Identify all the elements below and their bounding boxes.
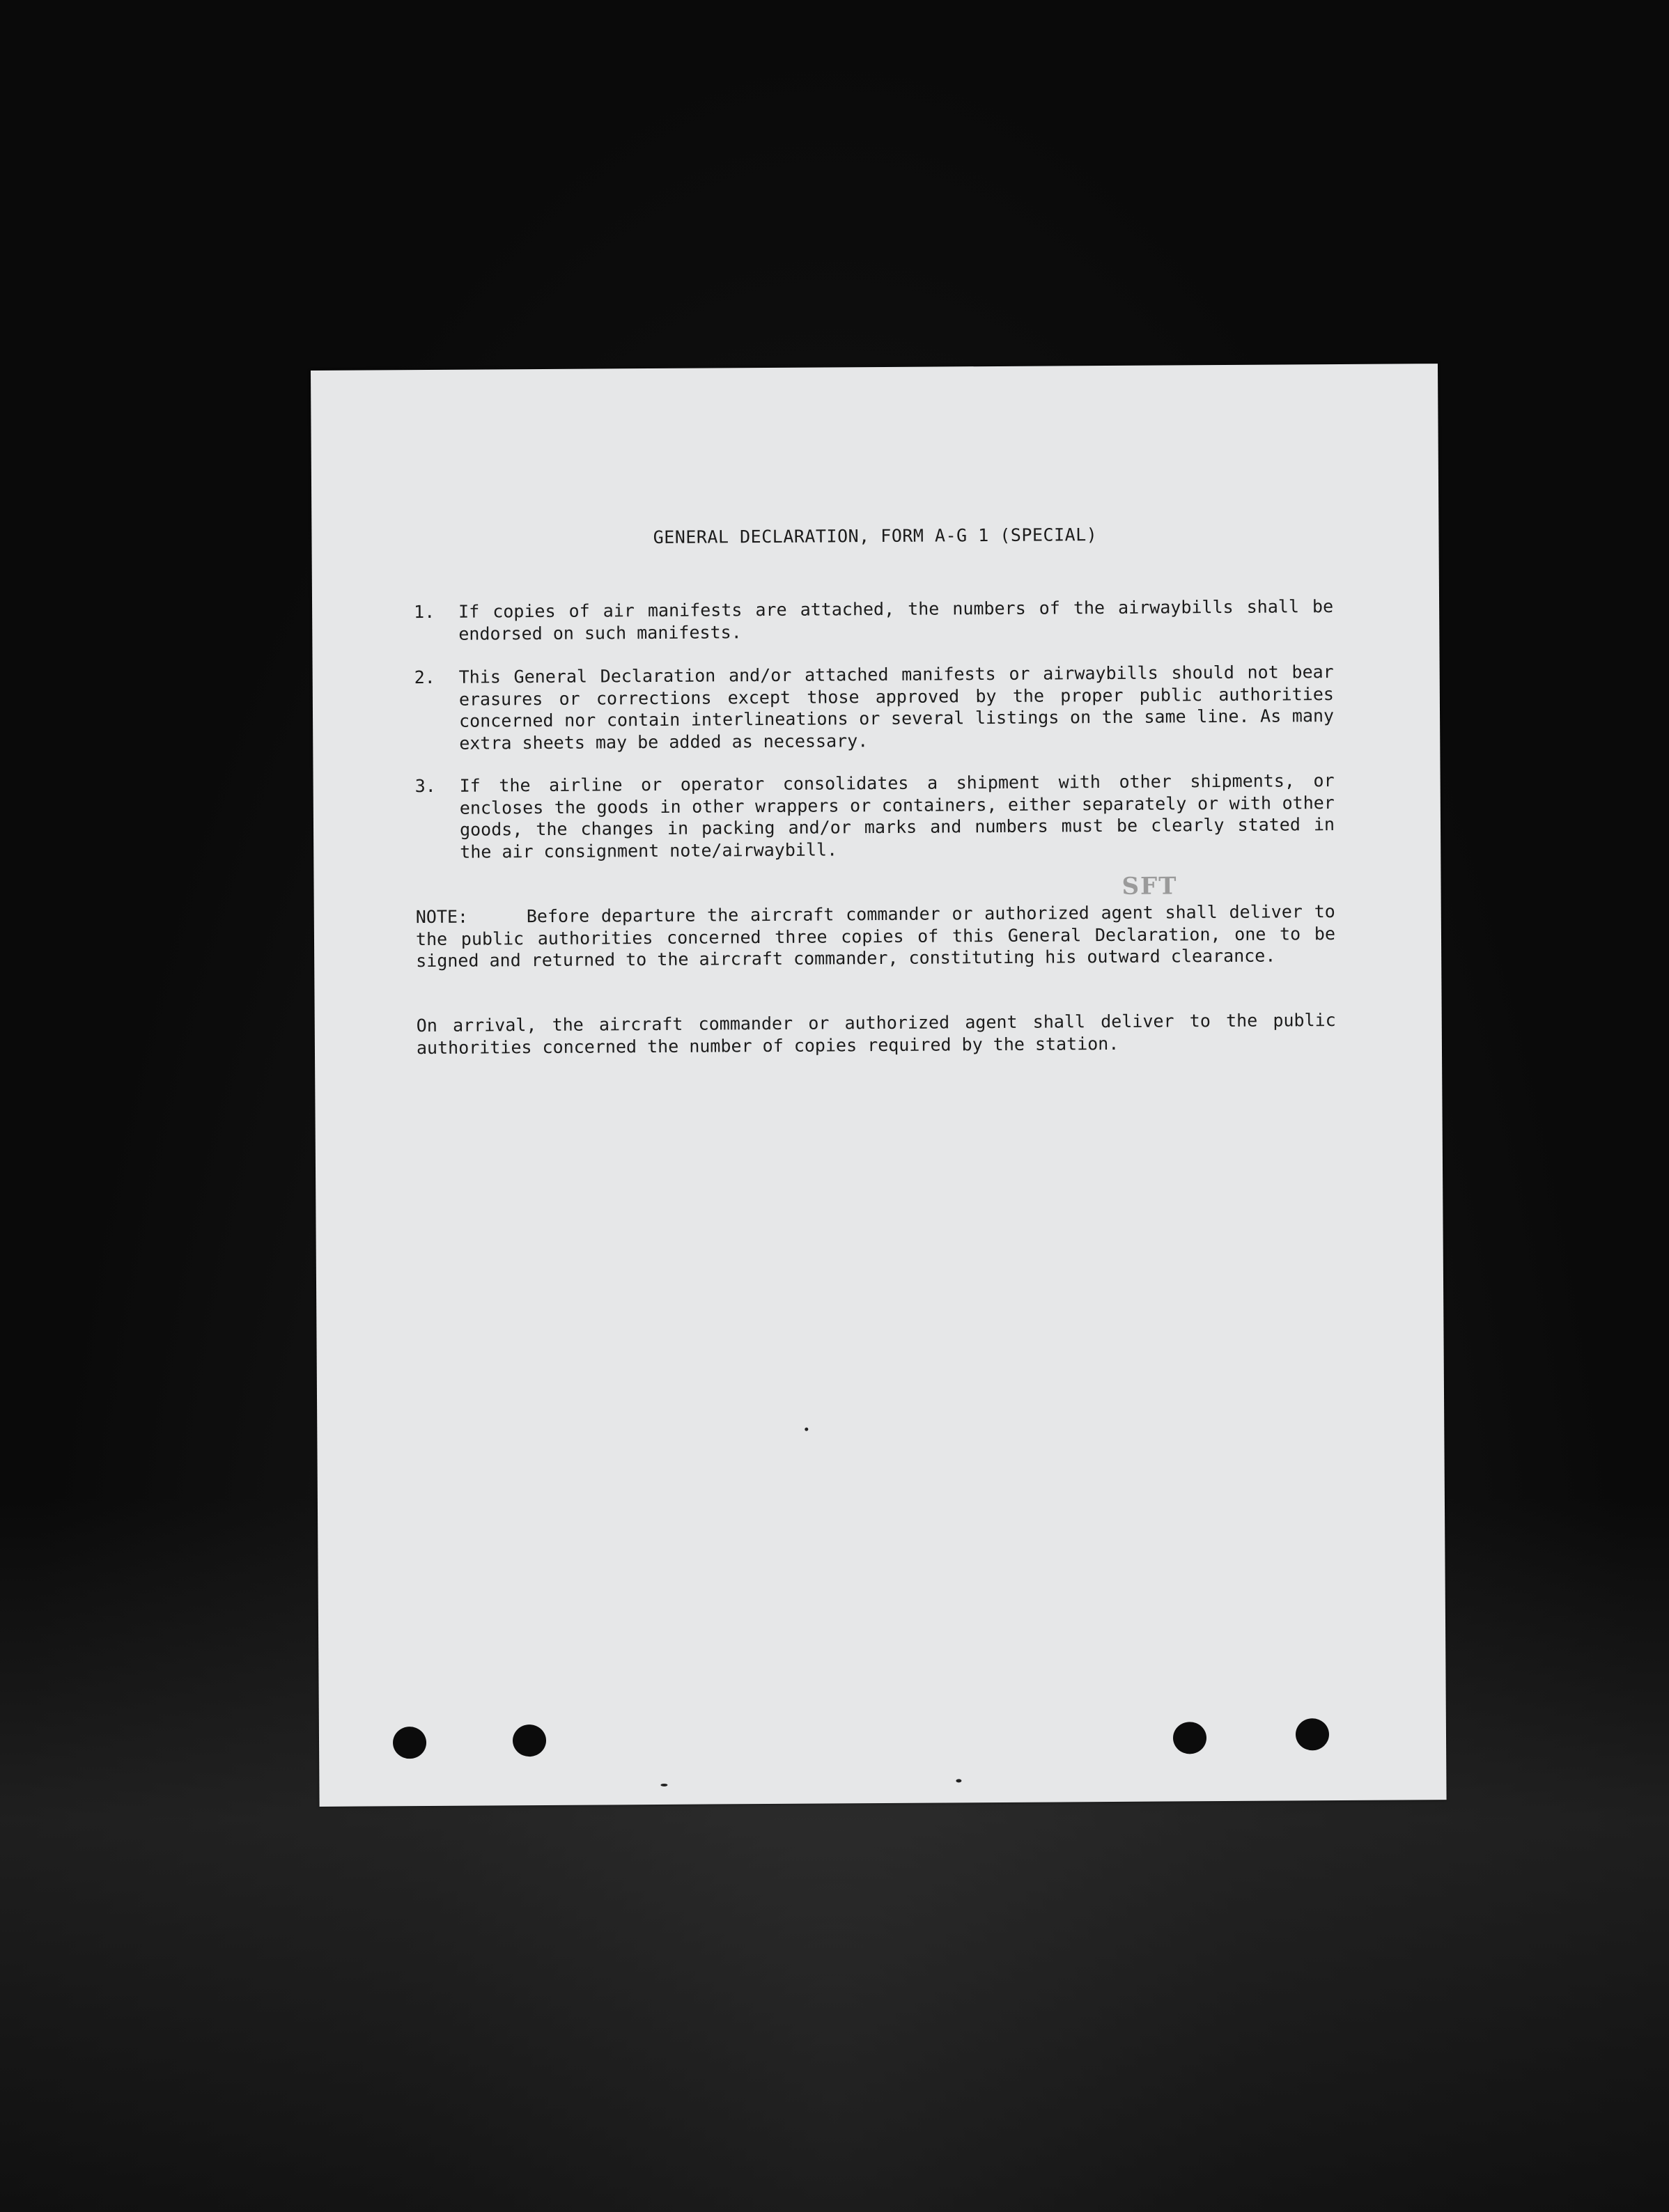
dust-speck: [956, 1779, 961, 1782]
list-item-number: 1.: [414, 601, 435, 623]
note-paragraph: NOTE: Before departure the aircraft commander or authorized agent shall deliver to the public authorities concerned three copies of this General Declaration, one to be signed and returned to the aircraft commander, constituting his outward clearance.: [415, 901, 1346, 972]
list-item-text: This General Declaration and/or attached manifests or airwaybills should not bear erasures or corrections except those approved by the proper public authorities concerned nor contain interlineations or several listings on the same line. As many extra sheets may be added as necessary.: [458, 662, 1335, 754]
list-item-number: 2.: [414, 667, 435, 688]
list-item-3: [414, 770, 1335, 862]
punch-hole: [393, 1727, 426, 1759]
list-item-text: If copies of air manifests are attached, the numbers of the airwaybills shall be endorsed on such manifests.: [458, 596, 1334, 644]
dust-speck: [660, 1784, 667, 1786]
arrival-paragraph: On arrival, the aircraft commander or authorized agent shall deliver to the public authorities concerned the number of copies required by the station.: [416, 1010, 1336, 1058]
list-item-2: [414, 661, 1335, 754]
list-item-number: 3.: [414, 775, 436, 797]
list-item-1: [414, 595, 1334, 644]
punch-hole: [1173, 1722, 1206, 1754]
faint-stamp: SFT: [1121, 872, 1178, 901]
punch-hole: [1296, 1718, 1329, 1750]
dust-speck: [805, 1428, 808, 1431]
document-title: GENERAL DECLARATION, FORM A-G 1 (SPECIAL): [653, 524, 1098, 548]
list-item-text: If the airline or operator consolidates a shipment with other shipments, or encloses the goods in other wrappers or containers, either separately or with other goods, the changes in packing and/or marks and numbers must be clearly stated in the air consignment note/airwaybill.: [459, 770, 1335, 862]
document-page: [311, 364, 1447, 1807]
punch-hole: [513, 1724, 546, 1757]
